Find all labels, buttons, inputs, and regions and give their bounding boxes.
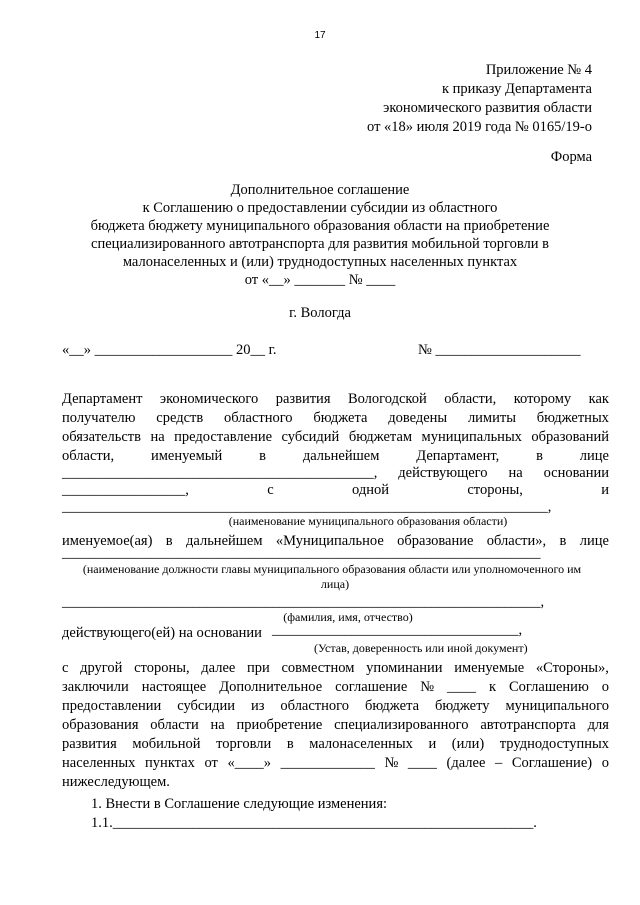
- word: как: [588, 391, 609, 407]
- word: «Стороны»,: [535, 660, 609, 676]
- word: и: [601, 482, 609, 498]
- appendix-line: экономического развития области: [383, 100, 592, 116]
- word: именуемый: [150, 448, 223, 464]
- word: с: [267, 482, 274, 498]
- caption-basis: (Устав, доверенность или иной документ): [314, 641, 528, 655]
- word: средств: [156, 410, 204, 426]
- appendix-line: к приказу Департамента: [441, 81, 592, 97]
- word: областного: [224, 410, 293, 426]
- caption-fio: (фамилия, имя, отчество): [283, 610, 413, 624]
- word: «____»: [227, 755, 271, 771]
- word: муниципального: [505, 698, 609, 714]
- fio-field: __________________________________________________________________,: [62, 594, 545, 610]
- word: образование: [397, 533, 474, 549]
- paragraph-line: [62, 755, 609, 772]
- word: (далее: [446, 755, 486, 771]
- word: области,: [62, 448, 115, 464]
- word: субсидии: [177, 698, 235, 714]
- word: действующего: [398, 465, 488, 481]
- word: заключили: [62, 679, 129, 695]
- word: при: [247, 660, 270, 676]
- word: торговли: [216, 736, 272, 752]
- word: Соглашение): [511, 755, 593, 771]
- word: дальнейшем: [302, 448, 380, 464]
- title-line: от «__» _______ № ____: [244, 272, 396, 288]
- word: Соглашению: [509, 679, 589, 695]
- word: стороны,: [467, 482, 523, 498]
- word: №: [420, 679, 435, 695]
- word: одной: [352, 482, 390, 498]
- word: стороны,: [134, 660, 190, 676]
- acting-label: действующего(ей) на основании: [62, 625, 262, 641]
- title-line: Дополнительное соглашение: [230, 182, 410, 198]
- title-line: малонаселенных и (или) труднодоступных населенных пунктах: [122, 254, 518, 270]
- page-number: 17: [314, 30, 326, 41]
- word: ____: [447, 679, 477, 695]
- word: о: [601, 755, 609, 771]
- paragraph-line: [62, 448, 609, 465]
- word: образований: [531, 429, 609, 445]
- word: основании: [543, 465, 609, 481]
- word: населенных: [62, 755, 136, 771]
- paragraph-line: [62, 679, 609, 696]
- word: пунктах: [145, 755, 195, 771]
- word: в: [259, 448, 266, 464]
- head-position-field: __________________________________________________________________: [62, 545, 541, 561]
- word: специализированного: [334, 717, 469, 733]
- word: на: [150, 429, 165, 445]
- word: именуемые: [454, 660, 525, 676]
- word: бюджетных: [536, 410, 609, 426]
- word: которому: [513, 391, 572, 407]
- word: лице: [579, 448, 609, 464]
- paragraph-line: [62, 410, 609, 427]
- paragraph-line: [62, 482, 609, 499]
- word: №: [384, 755, 399, 771]
- word: далее: [201, 660, 236, 676]
- word: образования: [62, 717, 139, 733]
- word: (или): [451, 736, 485, 752]
- word: от: [204, 755, 218, 771]
- word: бюджетам: [348, 429, 413, 445]
- word: в: [559, 533, 567, 549]
- word: бюджета: [313, 410, 368, 426]
- word: с: [62, 660, 69, 676]
- word: на: [210, 717, 225, 733]
- number-field: № ____________________: [418, 342, 581, 358]
- title-line: к Соглашению о предоставлении субсидии из областного: [142, 200, 498, 216]
- word: труднодоступных: [499, 736, 609, 752]
- word: получателю: [62, 410, 136, 426]
- word: лимиты: [467, 410, 516, 426]
- word: в: [536, 448, 543, 464]
- word: развития: [275, 391, 331, 407]
- word: «Муниципальное: [275, 533, 384, 549]
- word: субсидий: [281, 429, 340, 445]
- word: доведены: [388, 410, 448, 426]
- paragraph-line: [62, 717, 609, 734]
- word: в: [286, 736, 294, 752]
- word: обязательств: [62, 429, 141, 445]
- list-item: 1. Внести в Соглашение следующие изменения:: [91, 796, 388, 812]
- word: дальнейшем: [186, 533, 263, 549]
- caption-head: лица): [320, 577, 350, 591]
- word: экономического: [159, 391, 259, 407]
- word: о: [601, 679, 609, 695]
- word: приобретение: [236, 717, 323, 733]
- word: _________________,: [62, 482, 189, 498]
- word: бюджета: [364, 698, 420, 714]
- word: бюджету: [435, 698, 490, 714]
- word: ___________________________________________,: [62, 465, 378, 481]
- paragraph-line: [62, 736, 609, 753]
- word: предоставлении: [62, 698, 162, 714]
- word: Вологодской: [347, 391, 427, 407]
- word: области,: [444, 391, 497, 407]
- word: упоминании: [366, 660, 443, 676]
- word: для: [587, 717, 609, 733]
- paragraph-line: [62, 660, 609, 677]
- word: мобильной: [132, 736, 201, 752]
- title-line: специализированного автотранспорта для развития мобильной торговли в: [91, 236, 549, 252]
- form-label: Форма: [550, 149, 592, 165]
- mo-name-field: ___________________________________________________________________,: [62, 499, 552, 515]
- date-field: «__» ___________________ 20__ г.: [62, 342, 277, 358]
- word: и: [428, 736, 437, 752]
- word: ____: [407, 755, 437, 771]
- word: другой: [80, 660, 123, 676]
- list-item: 1.1.__________________________________________________________.: [91, 815, 537, 831]
- paragraph-line: [62, 465, 609, 482]
- word: малонаселенных: [309, 736, 413, 752]
- word: автотранспорта: [480, 717, 576, 733]
- word: предоставление: [174, 429, 273, 445]
- word: области: [150, 717, 199, 733]
- word: совместном: [281, 660, 355, 676]
- word: Департамент: [62, 391, 143, 407]
- city: г. Вологда: [289, 305, 351, 321]
- word: –: [495, 755, 503, 771]
- word: Дополнительное: [219, 679, 323, 695]
- word: в: [165, 533, 173, 549]
- title-line: бюджета бюджету муниципального образования области на приобретение: [90, 218, 550, 234]
- caption-head: (наименование должности главы муниципального образования области или уполномоченного им: [82, 562, 582, 576]
- word: на: [508, 465, 523, 481]
- basis-field: __________________________________,: [272, 622, 523, 638]
- word: к: [489, 679, 497, 695]
- word: лице: [579, 533, 609, 549]
- paragraph-line: нижеследующем.: [62, 774, 170, 790]
- paragraph-line: [62, 391, 609, 408]
- word: настоящее: [141, 679, 207, 695]
- paragraph-line: [62, 429, 609, 446]
- word: соглашение: [335, 679, 408, 695]
- paragraph-line: [62, 698, 609, 715]
- word: муниципальных: [421, 429, 522, 445]
- appendix-line: от «18» июля 2019 года № 0165/19-о: [367, 119, 592, 135]
- word: развития: [62, 736, 117, 752]
- word: областного: [280, 698, 349, 714]
- word: области»,: [486, 533, 547, 549]
- word: _____________: [280, 755, 375, 771]
- word: Департамент,: [416, 448, 500, 464]
- caption-mo: (наименование муниципального образования области): [228, 514, 508, 528]
- appendix-line: Приложение № 4: [485, 62, 592, 78]
- word: из: [250, 698, 265, 714]
- word: именуемое(ая): [62, 533, 153, 549]
